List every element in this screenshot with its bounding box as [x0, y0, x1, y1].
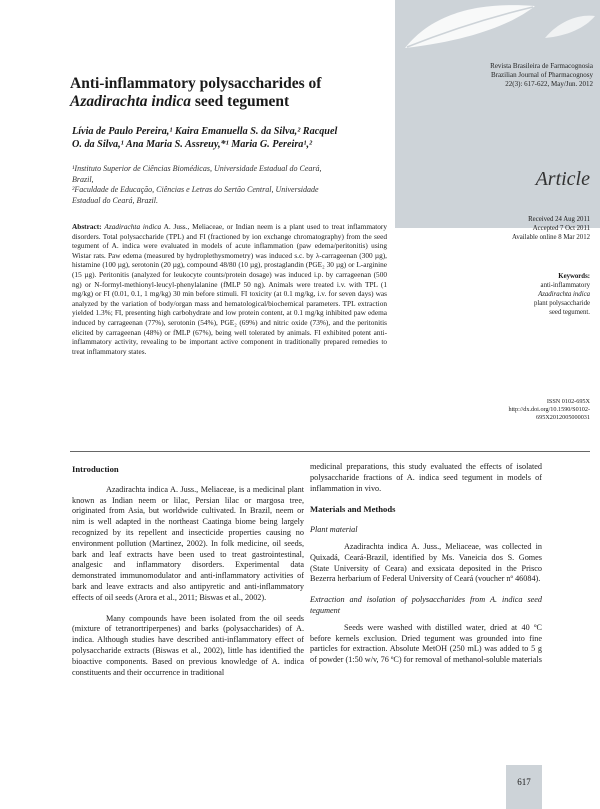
subsection-heading-extraction: Extraction and isolation of polysaccharides from A. indica seed tegument: [310, 595, 542, 615]
affiliation-1b: Brazil,: [72, 174, 94, 184]
abstract-species: Azadirachta indica: [104, 222, 162, 231]
article-type-label: Article: [535, 168, 590, 190]
section-heading-methods: Materials and Methods: [310, 504, 396, 515]
extraction-paragraph: Seeds were washed with distilled water, dried at 40 ºC before kernels exclusion. Dried tegument was grounded into fine particles for extraction. Absolute MetOH (250 mL) was added to 5 g of powder (1:50 w/v, 76 ºC) for removal of methanol-soluble materials: [310, 622, 542, 665]
body-column-left: [72, 464, 304, 688]
title-rest: seed tegument: [191, 93, 290, 110]
journal-info: [403, 62, 593, 89]
leaf-logo-icon: [395, 0, 600, 52]
title-species: Azadirachta indica: [70, 93, 192, 110]
author-list: [72, 125, 392, 151]
date-received: Received 24 Aug 2011: [528, 216, 590, 223]
divider: [70, 451, 590, 452]
title-line-1: Anti-inflammatory polysaccharides of: [70, 75, 322, 92]
doi-line-1[interactable]: http://dx.doi.org/10.1590/S0102-: [508, 406, 590, 413]
keywords: [405, 272, 590, 317]
journal-issue: 22(3): 617-622, May/Jun. 2012: [505, 80, 593, 88]
section-heading-introduction: Introduction: [72, 464, 119, 474]
page-number-box: [506, 765, 542, 809]
plant-paragraph: Azadirachta indica A. Juss., Meliaceae, was collected in Quixadá, Ceará-Brazil, identified by Ms. Vaneicia dos S. Gomes (State University of Ceara) and exsicata deposited in the Prisco Bezerra herbarium of Federal University of Ceará (voucher nº 46084).: [310, 541, 542, 584]
authors-line-1: Lívia de Paulo Pereira,¹ Kaira Emanuella S. da Silva,² Racquel: [72, 126, 338, 137]
affiliation-2b: Estadual do Ceará, Brazil.: [72, 195, 159, 205]
journal-logo: [395, 0, 600, 52]
issn: ISSN 0102-695X: [546, 398, 590, 405]
article-dates: [405, 215, 590, 242]
body-column-right: [310, 462, 542, 676]
affiliation-1a: ¹Instituto Superior de Ciências Biomédicas, Universidade Estadual do Ceará,: [72, 164, 322, 173]
intro-paragraph-2: Many compounds have been isolated from the oil seeds (mixture of tetranortriperpenes) and barks (polysaccharides) of A. indica. Although studies have described anti-inflammatory effect of polysaccharide extracts (Biswas et al., 2002), little has identified the bioactive components. Based on previous knowledge of A. indica constituents and their occurrence in traditional: [72, 613, 304, 677]
keyword-item: seed tegument.: [549, 309, 590, 316]
journal-sidebar: [395, 0, 600, 228]
journal-name-en: Brazilian Journal of Pharmacognosy: [490, 71, 593, 79]
date-accepted: Accepted 7 Oct 2011: [532, 225, 590, 232]
doi-line-2[interactable]: 695X2012005000031: [536, 414, 590, 421]
title-line-2: [70, 93, 390, 111]
keyword-item: plant polysaccharide: [533, 300, 590, 307]
date-online: Available online 8 Mar 2012: [511, 234, 590, 241]
page-number: 617: [517, 777, 531, 787]
subsection-heading-plant: Plant material: [310, 525, 358, 535]
keywords-label: Keywords:: [558, 273, 590, 280]
keyword-item: Azadirachta indica: [538, 291, 590, 298]
affiliations: [72, 164, 392, 206]
intro-paragraph-1: Azadirachta indica A. Juss., Meliaceae, is a medicinal plant known as Indian neem or lilac, Persian lilac or margosa tree, originated from Asia, but worldwide cultivated. In Brazil, neem or nim is well adapted in the northeast Caatinga biome being largely recognized by its repellent and insecticide properties causing no environment pollution (Martinez, 2002). In folk medicine, oil seeds, bark and leaf extracts have been used to treat gastrointestinal, analgesic and inflammatory disorders. Experimental data demonstrated immunomodulator and anti-inflammatory activities of bark and leave extracts and also antipyretic and anti-inflammatory effects of oil seeds (Arora et al., 2011; Biswas et al., 2002).: [72, 484, 304, 602]
issn-doi: [405, 398, 590, 422]
abstract-label: Abstract:: [72, 222, 102, 231]
paper-title: [70, 75, 390, 111]
affiliation-2a: ²Faculdade de Educação, Ciências e Letras do Sertão Central, Universidade: [72, 185, 319, 194]
abstract-text: A. Juss., Meliaceae, or Indian neem is a plant used to treat inflammatory disorders. Total polysaccharide (TPL) and FI (fractioned by ion exchange chromatography) from the seed tegument of A. indica were evaluated in models of acute inflammation (paw edema/peritonitis) using Wistar rats. Paw edema (measured by hydroplethysmometry) was induced s.c. by λ-carrageenan (300 µg), histamine (100 µg), serotonin (20 µg), compound 48/80 (10 µg), prostaglandin (PGE₂ 30 µg) or L-arginine (15 µg). Peritonitis (analyzed for leukocyte counts/protein dosage) was induced i.p. by carrageenan (500 ng) or N-formyl-methionyl-leucyl-phenylalanine (fMLP 50 ng). Animals were treated i.v. with TPL (1 mg/kg) or FI (0.01, 0.1, 1 mg/kg) 30 min before stimuli. FI toxicity (at 0.1 mg/kg, i.v. for seven days) was analyzed by the variation of body/organ mass and hematological/biochemical parameters. TPL extraction yielded 1.3%; FI, presenting high carbohydrate and low protein content, at 0.1 mg/kg inhibited paw edema induced by carrageenan (77%), serotonin (54%), PGE₂ (69%) and nitric oxide (73%), and the peritonitis elicited by carrageenan (48%) or fMLP (67%), being well tolerated by animals. FI exhibited potent anti-inflammatory activity, revealing to be important active component in traditionally prepared remedies to treat inflammatory states.: [72, 222, 388, 356]
abstract: [72, 222, 387, 356]
keyword-item: anti-inflammatory: [540, 282, 590, 289]
journal-name-pt: Revista Brasileira de Farmacognosia: [490, 62, 593, 70]
authors-line-2: O. da Silva,¹ Ana Maria S. Assreuy,*¹ Maria G. Pereira¹,²: [72, 139, 313, 150]
intro-paragraph-continued: medicinal preparations, this study evaluated the effects of isolated polysaccharide fractions of A. indica seed tegument in models of inflammation in vivo.: [310, 462, 542, 493]
